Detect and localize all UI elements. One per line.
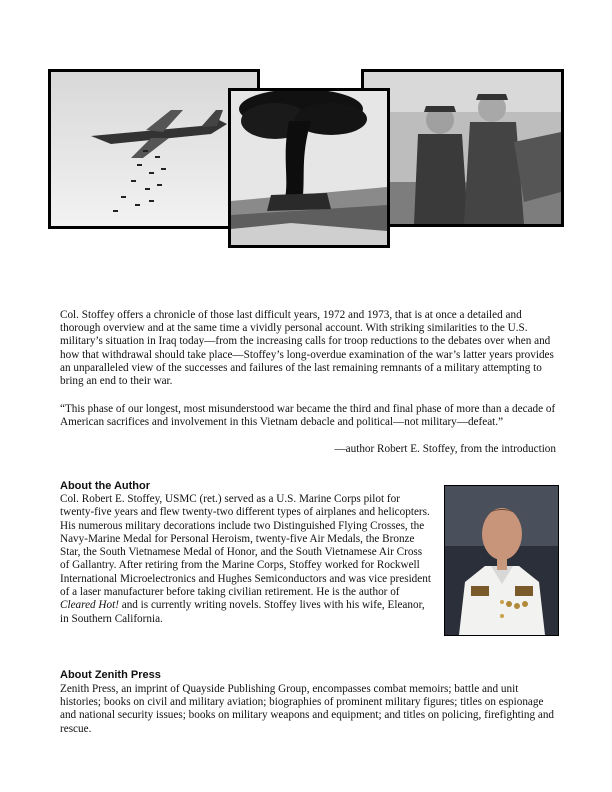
soldiers-photo: [361, 69, 564, 227]
author-bio-part2: and is currently writing novels. Stoffey lives with his wife, Eleanor, in Southern California.: [60, 599, 425, 625]
book-title: Cleared Hot!: [60, 599, 119, 612]
smoke-explosion-photo: [228, 88, 390, 248]
pull-quote: “This phase of our longest, most misunderstood war became the third and final phase of more than a decade of American sacrifices and involvement in this Vietnam debacle and political—not military—defeat.”: [60, 403, 556, 429]
intro-paragraph: Col. Stoffey offers a chronicle of those last difficult years, 1972 and 1973, that is at once a detailed and thorough overview and at the same time a vividly personal account. With striking similarities to the U.S. military’s situation in Iraq today—from the increasing calls for troop reductions to the debates over when and how that withdrawal should take place—Stoffey’s long-overdue examination of the war’s latter years provides an unparalleled view of the successes and failures of the last remaining remnants of a military attempting to bring an end to their war.: [60, 309, 554, 388]
quote-attribution: —author Robert E. Stoffey, from the introduction: [334, 443, 556, 455]
author-portrait: [444, 485, 559, 636]
author-bio: [60, 493, 432, 626]
about-zenith-heading: About Zenith Press: [60, 669, 161, 681]
zenith-description: Zenith Press, an imprint of Quayside Publishing Group, encompasses combat memoirs; battle and unit histories; books on civil and military aviation; biographies of prominent military figures; titles on espionage and national security issues; books on military weapons and equipment; and titles on policing, firefighting and rescue.: [60, 683, 555, 735]
about-author-heading: About the Author: [60, 480, 151, 492]
author-bio-part1: Col. Robert E. Stoffey, USMC (ret.) served as a U.S. Marine Corps pilot for twenty-five years and flew twenty-two different types of airplanes and helicopters. His numerous military decorations include two Distinguished Flying Crosses, the Navy-Marine Medal for Personal Heroism, twenty-five Air Medals, the Bronze Star, the South Vietnamese Medal of Honor, and the South Vietnamese Air Cross of Gallantry. After retiring from the Marine Corps, Stoffey worked for Rockwell International Microelectronics and Hughes Semiconductors and was vice president of a laser manufacturer before taking civilian retirement. He is the author of: [60, 493, 431, 599]
